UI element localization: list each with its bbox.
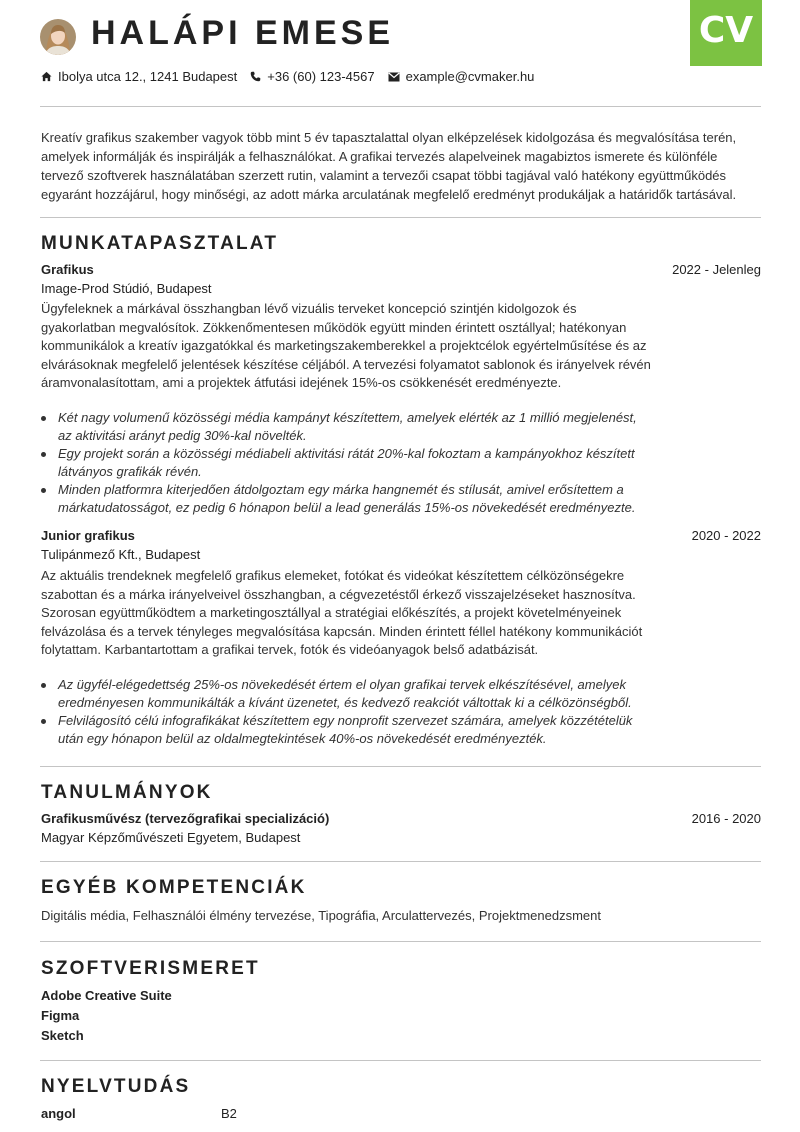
job-position: Grafikus bbox=[41, 262, 94, 277]
software-item: Sketch bbox=[41, 1028, 84, 1043]
address-text: Ibolya utca 12., 1241 Budapest bbox=[58, 69, 238, 84]
list-item: Két nagy volumenű közösségi média kampányt készítettem, amelyek elérték az 1 millió megjelenést, az aktivitási arányt pedig 30%-kal növelték. bbox=[41, 409, 651, 445]
contact-line bbox=[41, 69, 547, 84]
job-company: Tulipánmező Kft., Budapest bbox=[41, 547, 201, 562]
divider bbox=[40, 106, 761, 107]
degree-title: Grafikusművész (tervezőgrafikai specializáció) bbox=[41, 811, 330, 826]
section-title-experience: MUNKATAPASZTALAT bbox=[41, 233, 279, 254]
section-title-skills: EGYÉB KOMPETENCIÁK bbox=[41, 877, 307, 898]
software-item: Figma bbox=[41, 1008, 80, 1023]
job-company: Image-Prod Stúdió, Budapest bbox=[41, 281, 212, 296]
job-date: 2020 - 2022 bbox=[691, 528, 761, 543]
job-position: Junior grafikus bbox=[41, 528, 135, 543]
list-item: Felvilágosító célú infografikákat készítettem egy nonprofit szervezet számára, amelyek közzétételük után egy hónapon belül az oldalmegtekintések 40%-os növekedését eredményezték. bbox=[41, 712, 651, 748]
email-link[interactable]: example@cvmaker.hu bbox=[405, 69, 535, 84]
phone-icon bbox=[250, 71, 261, 82]
achievement-list bbox=[41, 409, 651, 517]
contact-email[interactable] bbox=[388, 69, 535, 84]
language-name: angol bbox=[41, 1106, 76, 1121]
section-title-education: TANULMÁNYOK bbox=[41, 782, 213, 803]
section-title-software: SZOFTVERISMERET bbox=[41, 958, 260, 979]
language-level: B2 bbox=[221, 1106, 237, 1121]
avatar bbox=[40, 19, 76, 55]
phone-text: +36 (60) 123-4567 bbox=[267, 69, 375, 84]
job-date: 2022 - Jelenleg bbox=[672, 262, 761, 277]
home-icon bbox=[41, 71, 52, 82]
mail-icon bbox=[388, 72, 400, 82]
cv-badge: CV bbox=[690, 0, 762, 66]
candidate-name: HALÁPI EMESE bbox=[91, 14, 395, 52]
job-description: Ügyfeleknek a márkával összhangban lévő vizuális terveket koncepció szintjén kidolgozok és gyakorlatban megvalósítok. Zökkenőmentesen működök együtt minden érintett osztállyal; hatékonyan kommunikálok a kreatív igazgatókkal és marketingszakemberekkel a projektcélok egyértelműsítése és az elvárásoknak megfelelő jelentések készítése céljából. A tervezési folyamatot sablonok és irányelvek révén áramvonalasítottam, ami a projektek átfutási idejének 15%-os csökkenését eredményezte. bbox=[41, 301, 651, 390]
divider bbox=[40, 217, 761, 218]
divider bbox=[40, 1060, 761, 1061]
contact-address bbox=[41, 69, 237, 84]
list-item: Egy projekt során a közösségi médiabeli aktivitási rátát 20%-kal fokoztam a kampányokhoz készített látványos grafikák révén. bbox=[41, 445, 651, 481]
profile-summary: Kreatív grafikus szakember vagyok több mint 5 év tapasztalattal olyan elképzelések kidolgozása és megvalósítása terén, amelyek informálják és inspirálják a felhasználókat. A grafikai tervezés alapelveinek magabiztos ismerete és különféle tervező szoftverek használatában szerzett rutin, valamint a tervezői csapat többi tagjával való hatékony együttműködés egyaránt hozzájárul, hogy minőségi, az adott márka arculatának megfelelő eredményt produkáljak a határidők tartásával. bbox=[41, 130, 737, 202]
education-date: 2016 - 2020 bbox=[691, 811, 761, 826]
section-title-languages: NYELVTUDÁS bbox=[41, 1076, 191, 1097]
divider bbox=[40, 766, 761, 767]
divider bbox=[40, 861, 761, 862]
job-description: Az aktuális trendeknek megfelelő grafikus elemeket, fotókat és videókat készítettem célközönségekre szabottan és a márka irányelveivel összhangban, a cégvezetéstől érkező visszajelzéseket hasznosítva. Szorosan együttműködtem a marketingosztállyal a stratégiai előkészítés, a projekt követelményeinek felvázolása és a tervek tényleges megvalósítása kapcsán. Minden érintett féllel hatékony kommunikációt folytattam. Karbantartottam a grafikai tervek, fotók és videóanyagok belső adatbázisát. bbox=[41, 568, 643, 657]
skills-list: Digitális média, Felhasználói élmény tervezése, Tipográfia, Arculattervezés, Projektmenedzsment bbox=[41, 908, 601, 923]
divider bbox=[40, 941, 761, 942]
list-item: Minden platformra kiterjedően átdolgoztam egy márka hangnemét és stílusát, amivel erősítettem a márkatudatosságot, ez pedig 6 hónapon belül a lead generálás 15%-os növekedését eredményezte. bbox=[41, 481, 651, 517]
achievement-list bbox=[41, 676, 651, 748]
school-name: Magyar Képzőművészeti Egyetem, Budapest bbox=[41, 830, 301, 845]
software-item: Adobe Creative Suite bbox=[41, 988, 172, 1003]
list-item: Az ügyfél-elégedettség 25%-os növekedését értem el olyan grafikai tervek elkészítésével, amelyek eredményesen kommunikálták a kívánt üzenetet, és kedvező reakciót váltottak ki a célközönségből. bbox=[41, 676, 651, 712]
contact-phone bbox=[250, 69, 374, 84]
